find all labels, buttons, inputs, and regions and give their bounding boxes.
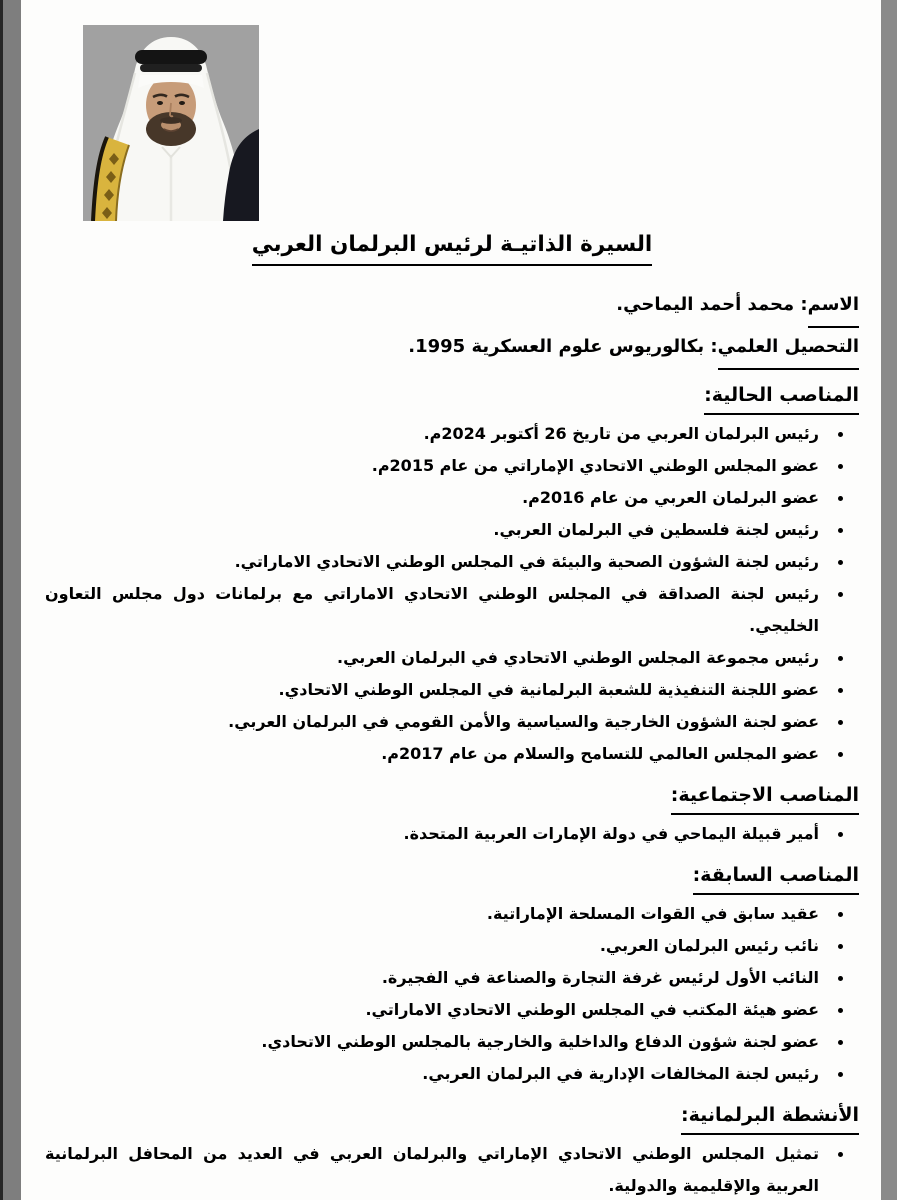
list-item: • أمير قبيلة اليماحي في دولة الإمارات العربية المتحدة. — [45, 818, 827, 850]
list-item: • عقيد سابق في القوات المسلحة الإماراتية. — [45, 898, 827, 930]
field-education — [45, 328, 859, 370]
list-item: • نائب رئيس البرلمان العربي. — [45, 930, 827, 962]
list-item: • عضو لجنة شؤون الدفاع والداخلية والخارجية بالمجلس الوطني الاتحادي. — [45, 1026, 827, 1058]
list-item: • تمثيل المجلس الوطني الاتحادي الإماراتي والبرلمان العربي في العديد من المحافل البرلمانية العربية والإقليمية والدولية. — [45, 1138, 827, 1200]
list-item: • عضو المجلس العالمي للتسامح والسلام من عام 2017م. — [45, 738, 827, 770]
scan-edge-left — [0, 0, 21, 1200]
list-previous-positions — [45, 898, 859, 1090]
list-item: • عضو لجنة الشؤون الخارجية والسياسية والأمن القومي في البرلمان العربي. — [45, 706, 827, 738]
list-item: • النائب الأول لرئيس غرفة التجارة والصناعة في الفجيرة. — [45, 962, 827, 994]
field-education-value: : بكالوريوس علوم العسكرية 1995. — [408, 336, 718, 358]
field-education-label: التحصيل العلمي — [718, 328, 859, 370]
list-item: • رئيس البرلمان العربي من تاريخ 26 أكتوبر 2024م. — [45, 418, 827, 450]
list-parliamentary-activities — [45, 1138, 859, 1200]
list-item: • رئيس لجنة فلسطين في البرلمان العربي. — [45, 514, 827, 546]
page-title — [45, 230, 859, 266]
section-heading-social-positions: المناصب الاجتماعية: — [45, 779, 859, 815]
section-heading-previous-positions: المناصب السابقة: — [45, 859, 859, 895]
list-item: • عضو المجلس الوطني الاتحادي الإماراتي من عام 2015م. — [45, 450, 827, 482]
list-current-positions — [45, 418, 859, 770]
list-item: • عضو هيئة المكتب في المجلس الوطني الاتحادي الاماراتي. — [45, 994, 827, 1026]
list-item: • رئيس لجنة الصداقة في المجلس الوطني الاتحادي الاماراتي مع برلمانات دول مجلس التعاون الخليجي. — [45, 578, 827, 642]
field-name-value: : محمد أحمد اليماحي. — [616, 294, 808, 316]
scan-edge-right — [881, 0, 897, 1200]
document-body — [21, 0, 881, 1200]
field-name — [45, 286, 859, 328]
section-heading-parliamentary-activities: الأنشطة البرلمانية: — [45, 1099, 859, 1135]
list-item: • عضو اللجنة التنفيذية للشعبة البرلمانية في المجلس الوطني الاتحادي. — [45, 674, 827, 706]
list-item: • رئيس مجموعة المجلس الوطني الاتحادي في البرلمان العربي. — [45, 642, 827, 674]
list-item: • رئيس لجنة الشؤون الصحية والبيئة في المجلس الوطني الاتحادي الاماراتي. — [45, 546, 827, 578]
list-social-positions — [45, 818, 859, 850]
field-name-label: الاسم — [808, 286, 859, 328]
list-item: • رئيس لجنة المخالفات الإدارية في البرلمان العربي. — [45, 1058, 827, 1090]
section-heading-current-positions: المناصب الحالية: — [45, 379, 859, 415]
page-title-text: السيرة الذاتيـة لرئيس البرلمان العربي — [252, 230, 653, 266]
list-item: • عضو البرلمان العربي من عام 2016م. — [45, 482, 827, 514]
